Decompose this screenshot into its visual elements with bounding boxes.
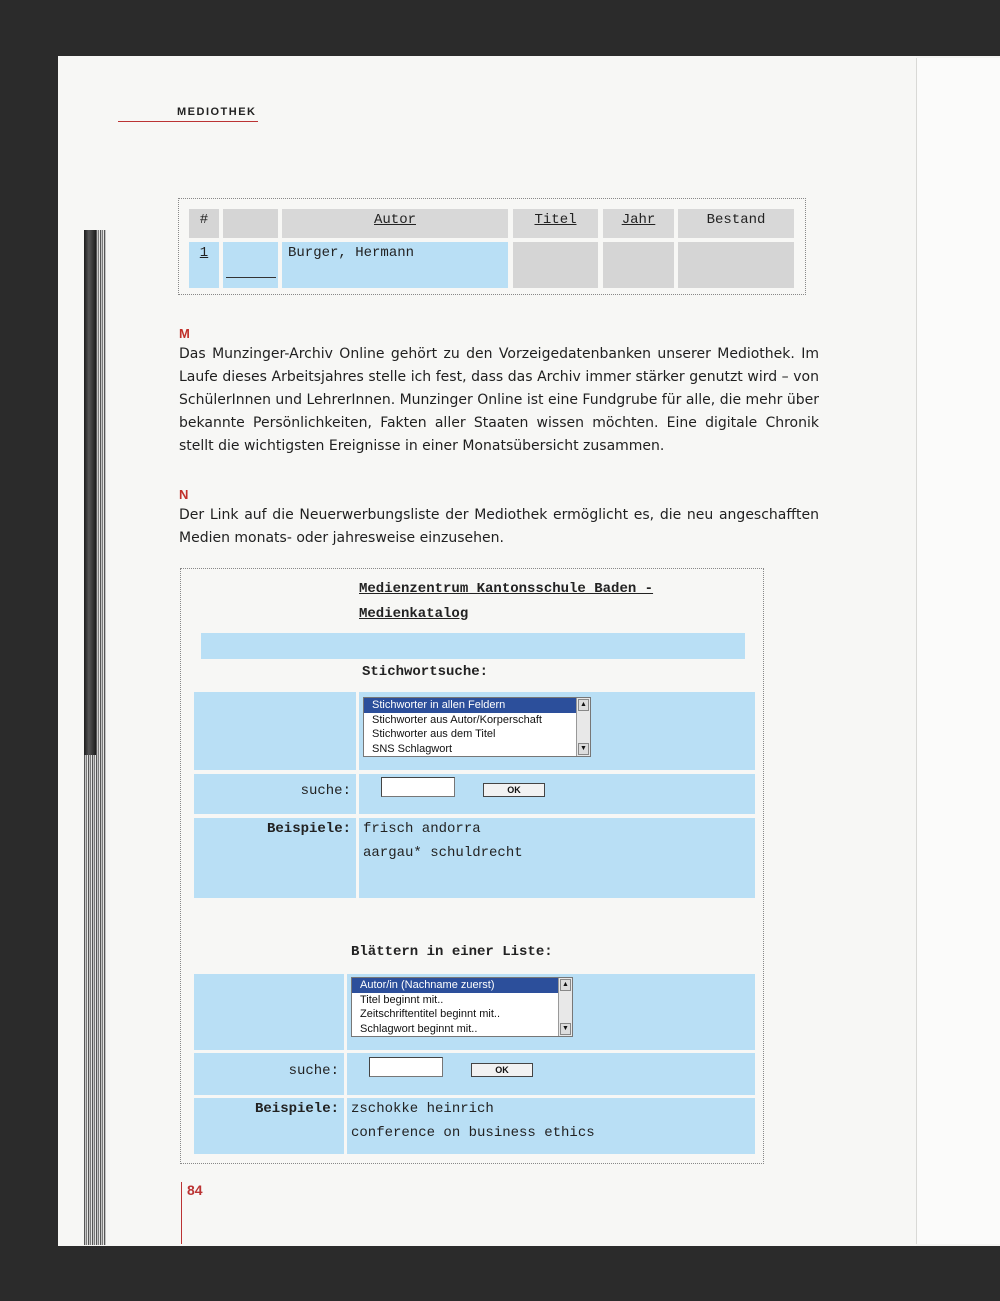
result-table xyxy=(178,198,806,295)
table-row-underline xyxy=(226,277,276,278)
browse-option-0[interactable]: Autor/in (Nachname zuerst) xyxy=(352,978,572,993)
table-header-num: # xyxy=(199,212,209,228)
browse-search-input[interactable] xyxy=(369,1057,443,1077)
section-text-n: Der Link auf die Neuerwerbungsliste der Mediothek ermöglicht es, die neu angeschafften Medien monats- oder jahresweise einzusehen. xyxy=(179,507,819,546)
table-row-titel xyxy=(513,242,598,288)
scroll-down-icon[interactable]: ▼ xyxy=(578,743,589,755)
browse-search-label: suche: xyxy=(288,1063,339,1079)
scroll-up-icon[interactable]: ▲ xyxy=(578,699,589,711)
scroll-up-icon[interactable]: ▲ xyxy=(560,979,571,991)
keyword-ok-button[interactable]: OK xyxy=(483,783,545,797)
table-row-num[interactable]: 1 xyxy=(199,245,209,261)
table-header-blank xyxy=(223,209,278,238)
catalog-title xyxy=(359,577,653,627)
keyword-field-select[interactable] xyxy=(363,697,591,757)
browse-option-1[interactable]: Titel beginnt mit.. xyxy=(360,993,444,1006)
browse-examples xyxy=(351,1097,595,1145)
keyword-option-3[interactable]: SNS Schlagwort xyxy=(372,742,453,755)
keyword-examples-label: Beispiele: xyxy=(266,821,351,837)
browse-field-select[interactable] xyxy=(351,977,573,1037)
section-text-m: Das Munzinger-Archiv Online gehört zu den Vorzeigedatenbanken unserer Mediothek. Im Laufe dieses Arbeitsjahres stelle ich fest, dass das Archiv immer stärker genutzt wird – von SchülerInnen und LehrerInnen. Munzinger Online ist eine Fundgrube für alle, die mehr über bekannte Persönlichkeiten, Fakten aller Staaten wissen möchten. Eine digitale Chronik stellt die wichtigsten Ereignisse in einer Monatsübersicht zusammen. xyxy=(179,346,819,454)
keyword-examples xyxy=(363,817,523,865)
browse-option-2[interactable]: Zeitschriftentitel beginnt mit.. xyxy=(360,1008,501,1020)
catalog-screenshot xyxy=(180,568,764,1164)
keyword-search-label: suche: xyxy=(300,783,351,799)
table-row-jahr xyxy=(603,242,674,288)
browse-example-1: conference on business ethics xyxy=(351,1125,595,1141)
keyword-option-0[interactable]: Stichworter in allen Feldern xyxy=(364,698,590,713)
right-page xyxy=(916,58,1000,1244)
table-row-num-cell xyxy=(189,242,219,288)
browse-ok-button[interactable]: OK xyxy=(471,1063,533,1077)
keyword-option-1[interactable]: Stichworter aus Autor/Korperschaft xyxy=(372,713,542,726)
keyword-options-left xyxy=(194,692,356,770)
browse-example-0: zschokke heinrich xyxy=(351,1101,494,1117)
header-rule xyxy=(118,121,258,122)
keyword-example-1: aargau* schuldrecht xyxy=(363,845,523,861)
keyword-option-2[interactable]: Stichworter aus dem Titel xyxy=(372,728,496,740)
section-letter-n: N xyxy=(179,487,189,502)
browse-examples-label: Beispiele: xyxy=(254,1101,339,1117)
browse-scrollbar[interactable] xyxy=(558,978,572,1036)
page-number-rule xyxy=(181,1182,182,1244)
page-stack-shadow xyxy=(84,230,96,755)
table-row-blank xyxy=(223,242,278,288)
table-row-bestand xyxy=(678,242,794,288)
table-header-num-cell xyxy=(189,209,219,238)
table-header-jahr[interactable]: Jahr xyxy=(603,209,674,238)
keyword-search-input[interactable] xyxy=(381,777,455,797)
table-header-bestand: Bestand xyxy=(678,209,794,238)
keyword-example-0: frisch andorra xyxy=(363,821,481,837)
scroll-down-icon[interactable]: ▼ xyxy=(560,1023,571,1035)
browse-option-3[interactable]: Schlagwort beginnt mit.. xyxy=(360,1022,478,1035)
keyword-scrollbar[interactable] xyxy=(576,698,590,756)
browse-options-left xyxy=(194,974,344,1050)
section-header: MEDIOTHEK xyxy=(177,106,257,118)
catalog-title-line1: Medienzentrum Kantonsschule Baden - xyxy=(359,581,654,597)
browse-heading: Blättern in einer Liste: xyxy=(351,944,553,960)
keyword-heading: Stichwortsuche: xyxy=(362,664,489,680)
table-header-titel[interactable]: Titel xyxy=(513,209,598,238)
keyword-heading-band xyxy=(201,633,745,659)
section-letter-m: M xyxy=(179,326,190,341)
catalog-title-line2: Medienkatalog xyxy=(359,606,469,622)
page-number: 84 xyxy=(187,1182,203,1198)
table-header-autor[interactable]: Autor xyxy=(282,209,508,238)
table-row-autor: Burger, Hermann xyxy=(282,242,508,288)
